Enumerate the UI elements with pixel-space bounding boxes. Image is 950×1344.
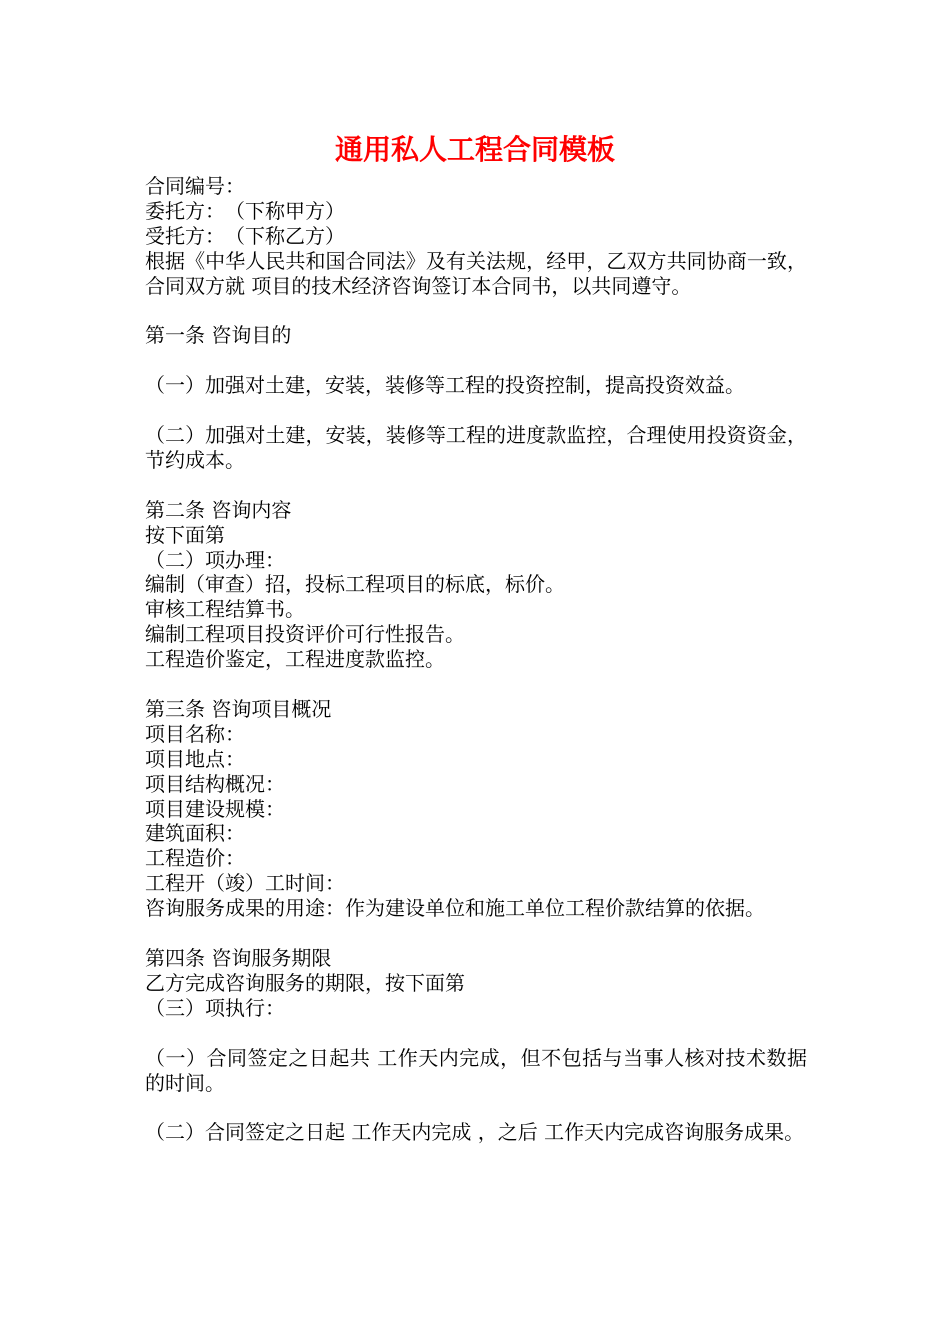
blank-line bbox=[145, 1021, 807, 1046]
body-line: 审核工程结算书。 bbox=[145, 597, 305, 622]
body-line: 编制（审查）招，投标工程项目的标底，标价。 bbox=[145, 572, 565, 597]
body-line: 按下面第 bbox=[145, 522, 225, 547]
body-line: 项目建设规模： bbox=[145, 796, 285, 821]
body-line: 编制工程项目投资评价可行性报告。 bbox=[145, 622, 465, 647]
body-line: 乙方完成咨询服务的期限，按下面第 bbox=[145, 970, 465, 995]
body-line: （三）项执行： bbox=[145, 995, 285, 1020]
body-line: （二）项办理： bbox=[145, 547, 285, 572]
body-line: 第一条 咨询目的 bbox=[145, 323, 292, 348]
body-line: （二）加强对土建，安装，装修等工程的进度款监控，合理使用投资资金，节约成本。 bbox=[145, 423, 807, 472]
body-line: 工程开（竣）工时间： bbox=[145, 871, 345, 896]
body-line: （二）合同签定之日起 工作天内完成 ，之后 工作天内完成咨询服务成果。 bbox=[145, 1120, 805, 1145]
blank-line bbox=[145, 1095, 807, 1120]
body-line: 委托方： （下称甲方） bbox=[145, 198, 345, 223]
body-line: 项目地点： bbox=[145, 746, 245, 771]
body-line: 第四条 咨询服务期限 bbox=[145, 946, 332, 970]
body-line: 工程造价： bbox=[145, 846, 245, 871]
body-line: （一）合同签定之日起共 工作天内完成，但不包括与当事人核对技术数据的时间。 bbox=[145, 1045, 807, 1095]
body-line: 项目名称： bbox=[145, 721, 245, 746]
body-line: （一）加强对土建，安装，装修等工程的投资控制，提高投资效益。 bbox=[145, 373, 745, 398]
body-line: 第三条 咨询项目概况 bbox=[145, 696, 332, 721]
blank-line bbox=[145, 921, 807, 946]
body-line: 第二条 咨询内容 bbox=[145, 497, 292, 522]
body-line: 受托方： （下称乙方） bbox=[145, 223, 345, 248]
document-body bbox=[145, 174, 807, 1145]
blank-line bbox=[145, 299, 807, 324]
body-line: 工程造价鉴定，工程进度款监控。 bbox=[145, 647, 445, 672]
blank-line bbox=[145, 473, 807, 498]
blank-line bbox=[145, 398, 807, 423]
document-title: 通用私人工程合同模板 bbox=[334, 133, 615, 166]
body-line: 建筑面积： bbox=[145, 821, 245, 846]
body-line: 项目结构概况： bbox=[145, 771, 285, 796]
body-line: 咨询服务成果的用途：作为建设单位和施工单位工程价款结算的依据。 bbox=[145, 896, 765, 921]
body-line: 根据《中华人民共和国合同法》及有关法规，经甲，乙双方共同协商一致，合同双方就 项目的技术经济咨询签订本合同书，以共同遵守。 bbox=[145, 248, 807, 298]
blank-line bbox=[145, 672, 807, 697]
body-line: 合同编号： bbox=[145, 174, 245, 198]
blank-line bbox=[145, 348, 807, 373]
